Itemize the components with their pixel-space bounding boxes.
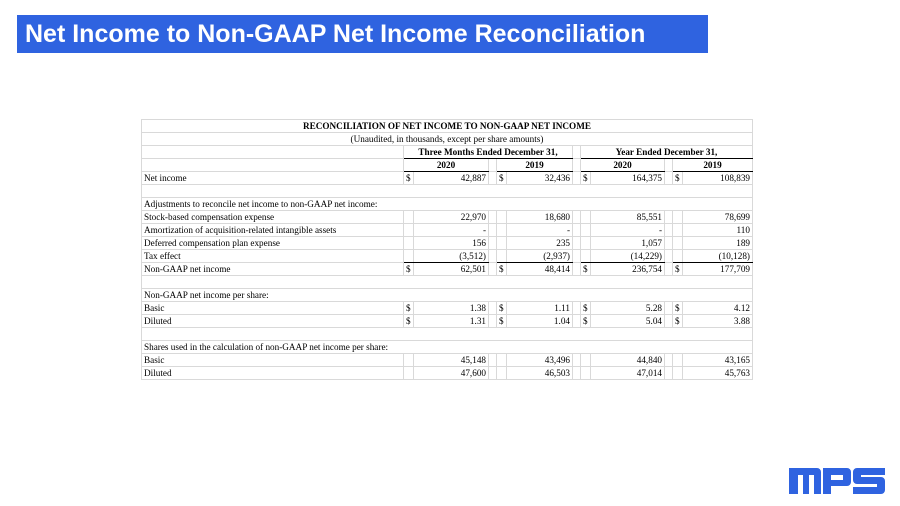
cell-value: 110 — [683, 224, 753, 237]
currency-symbol: $ — [673, 302, 683, 315]
row-label: Basic — [142, 354, 404, 367]
cell-value: 45,148 — [414, 354, 489, 367]
cell-value: - — [507, 224, 573, 237]
table-heading: RECONCILIATION OF NET INCOME TO NON-GAAP NET INCOME — [142, 120, 753, 133]
cell-value: 48,414 — [507, 263, 573, 276]
cell-value: 22,970 — [414, 211, 489, 224]
cell-value: 18,680 — [507, 211, 573, 224]
group-header-three-months: Three Months Ended December 31, — [404, 146, 573, 159]
cell-value: 85,551 — [591, 211, 665, 224]
cell-value: 78,699 — [683, 211, 753, 224]
currency-symbol: $ — [497, 315, 507, 328]
cell-value: 1.38 — [414, 302, 489, 315]
currency-symbol: $ — [673, 172, 683, 185]
currency-symbol: $ — [581, 263, 591, 276]
page-title: Net Income to Non-GAAP Net Income Reconciliation — [17, 15, 708, 53]
currency-symbol: $ — [497, 172, 507, 185]
cell-value: 5.04 — [591, 315, 665, 328]
cell-value: 156 — [414, 237, 489, 250]
cell-value: 108,839 — [683, 172, 753, 185]
cell-value: 3.88 — [683, 315, 753, 328]
table-row — [142, 250, 753, 263]
mps-logo — [789, 464, 885, 494]
cell-value: (2,937) — [507, 250, 573, 263]
cell-value: 43,165 — [683, 354, 753, 367]
cell-value: (14,229) — [591, 250, 665, 263]
cell-value: 4.12 — [683, 302, 753, 315]
row-label: Non-GAAP net income — [142, 263, 404, 276]
section-header: Non-GAAP net income per share: — [142, 289, 753, 302]
table-row — [142, 237, 753, 250]
table-row — [142, 315, 753, 328]
currency-symbol: $ — [497, 302, 507, 315]
row-label: Amortization of acquisition-related intangible assets — [142, 224, 404, 237]
reconciliation-table — [141, 119, 753, 380]
group-header-year-ended: Year Ended December 31, — [581, 146, 753, 159]
cell-value: (10,128) — [683, 250, 753, 263]
table-row — [142, 367, 753, 380]
cell-value: 177,709 — [683, 263, 753, 276]
cell-value: (3,512) — [414, 250, 489, 263]
row-label: Stock-based compensation expense — [142, 211, 404, 224]
cell-value: 32,436 — [507, 172, 573, 185]
currency-symbol: $ — [673, 263, 683, 276]
row-label: Diluted — [142, 367, 404, 380]
cell-value: 45,763 — [683, 367, 753, 380]
row-label: Tax effect — [142, 250, 404, 263]
year-header: 2019 — [673, 159, 753, 172]
currency-symbol: $ — [581, 172, 591, 185]
cell-value: 47,600 — [414, 367, 489, 380]
currency-symbol: $ — [404, 263, 414, 276]
currency-symbol: $ — [404, 172, 414, 185]
currency-symbol: $ — [581, 302, 591, 315]
cell-value: 62,501 — [414, 263, 489, 276]
row-label: Deferred compensation plan expense — [142, 237, 404, 250]
currency-symbol: $ — [673, 315, 683, 328]
row-label: Basic — [142, 302, 404, 315]
currency-symbol: $ — [404, 302, 414, 315]
table-row — [142, 354, 753, 367]
table-row — [142, 172, 753, 185]
cell-value: 42,887 — [414, 172, 489, 185]
section-header: Adjustments to reconcile net income to non-GAAP net income: — [142, 198, 753, 211]
table-row — [142, 263, 753, 276]
currency-symbol: $ — [404, 315, 414, 328]
cell-value: 1.11 — [507, 302, 573, 315]
year-header: 2020 — [581, 159, 665, 172]
cell-value: 236,754 — [591, 263, 665, 276]
cell-value: 164,375 — [591, 172, 665, 185]
table-row — [142, 302, 753, 315]
cell-value: 43,496 — [507, 354, 573, 367]
row-label: Net income — [142, 172, 404, 185]
cell-value: - — [591, 224, 665, 237]
year-header: 2019 — [497, 159, 573, 172]
cell-value: 5.28 — [591, 302, 665, 315]
cell-value: - — [414, 224, 489, 237]
table-row — [142, 224, 753, 237]
currency-symbol: $ — [497, 263, 507, 276]
section-header: Shares used in the calculation of non-GAAP net income per share: — [142, 341, 753, 354]
table-subheading: (Unaudited, in thousands, except per share amounts) — [142, 133, 753, 146]
row-label: Diluted — [142, 315, 404, 328]
year-header: 2020 — [404, 159, 489, 172]
cell-value: 1.31 — [414, 315, 489, 328]
table-row — [142, 211, 753, 224]
cell-value: 46,503 — [507, 367, 573, 380]
cell-value: 189 — [683, 237, 753, 250]
cell-value: 47,014 — [591, 367, 665, 380]
cell-value: 1.04 — [507, 315, 573, 328]
cell-value: 235 — [507, 237, 573, 250]
cell-value: 44,840 — [591, 354, 665, 367]
cell-value: 1,057 — [591, 237, 665, 250]
currency-symbol: $ — [581, 315, 591, 328]
